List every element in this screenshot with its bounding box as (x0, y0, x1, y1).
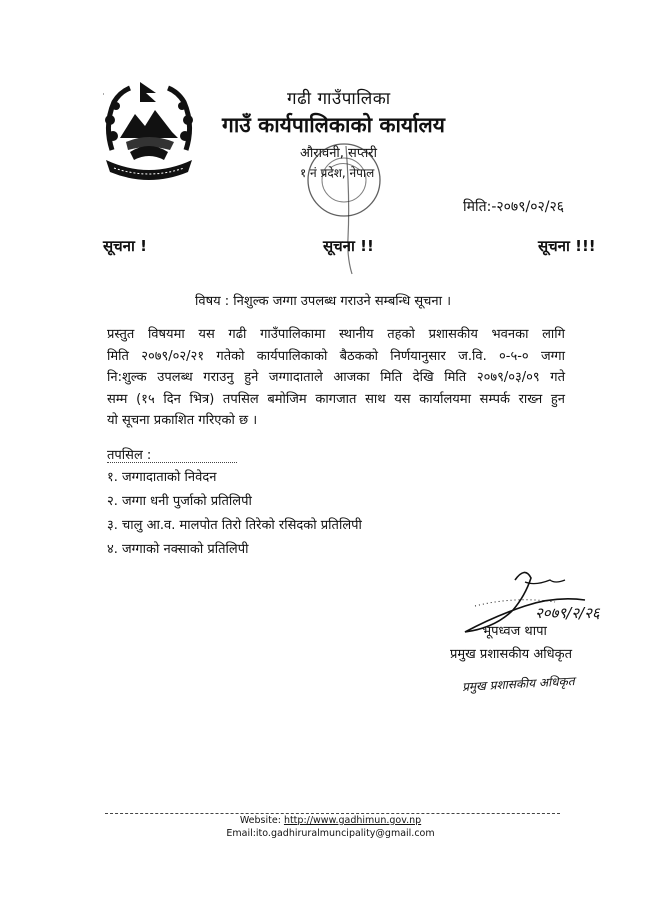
signer-name: भूपध्वज थापा (482, 624, 547, 639)
footer-website (0, 815, 661, 826)
notice-heading-right: सूचना !!! (538, 237, 596, 255)
list-item: १. जग्गादाताको निवेदन (107, 470, 217, 485)
body-line: सम्म (१५ दिन भित्र) तपसिल बमोजिम कागजात साथ यस कार्यालयमा सम्पर्क राख्न हुन (107, 391, 565, 407)
subject-line: विषय : निशुल्क जग्गा उपलब्ध गराउने सम्बन्धि सूचना । (195, 294, 452, 309)
list-item: ४. जग्गाको नक्साको प्रतिलिपी (107, 542, 249, 557)
website-label: Website: (239, 815, 284, 826)
list-item: ३. चालु आ.व. मालपोत तिरो तिरेको रसिदको प्रतिलिपी (107, 518, 362, 533)
body-line: मिति २०७९/०२/२१ गतेको कार्यपालिकाको बैठकको निर्णयानुसार ज.वि. ०-५-० जग्गा (107, 348, 565, 364)
divider (107, 462, 237, 463)
notice-heading-center: सूचना !! (323, 237, 374, 255)
signed-date: २०७९/२/२६ (535, 604, 600, 622)
office-name: गाउँ कार्यपालिकाको कार्यालय (222, 113, 445, 137)
office-stamp-icon (290, 138, 398, 278)
letter-date: मिति:-२०७९/०२/२६ (463, 199, 565, 215)
footer-email (0, 828, 661, 839)
designation-seal: प्रमुख प्रशासकीय अधिकृत (461, 674, 575, 694)
address-line-1: औरावनी, सप्तरी (300, 146, 377, 161)
nepal-emblem-icon (100, 80, 198, 182)
notice-heading-left: सूचना ! (103, 237, 147, 255)
tapsil-label: तपसिल : (107, 448, 152, 463)
email-address[interactable]: ito.gadhiruralmuncipality@gmail.com (255, 828, 435, 839)
footer-divider (105, 813, 560, 814)
body-line: यो सूचना प्रकाशित गरिएको छ । (107, 413, 258, 428)
email-label: Email: (226, 828, 256, 839)
body-line: प्रस्तुत विषयमा यस गढी गाउँपालिकामा स्थानीय तहको प्रशासकीय भवनका लागि (107, 327, 565, 342)
notice-body (107, 324, 565, 432)
website-link[interactable]: http://www.gadhimun.gov.np (283, 815, 422, 826)
address-line-2: १ नं प्रदेश, नेपाल (300, 166, 375, 180)
margin-mark: ˙ (101, 93, 106, 104)
list-item: २. जग्गा धनी पुर्जाको प्रतिलिपी (107, 494, 252, 509)
municipality-name: गढी गाउँपालिका (287, 89, 391, 109)
body-line: नि:शुल्क उपलब्ध गराउनु हुने जग्गादाताले आजका मिति देखि मिति २०७९/०३/०९ गते (107, 370, 565, 385)
signer-title: प्रमुख प्रशासकीय अधिकृत (450, 647, 573, 662)
